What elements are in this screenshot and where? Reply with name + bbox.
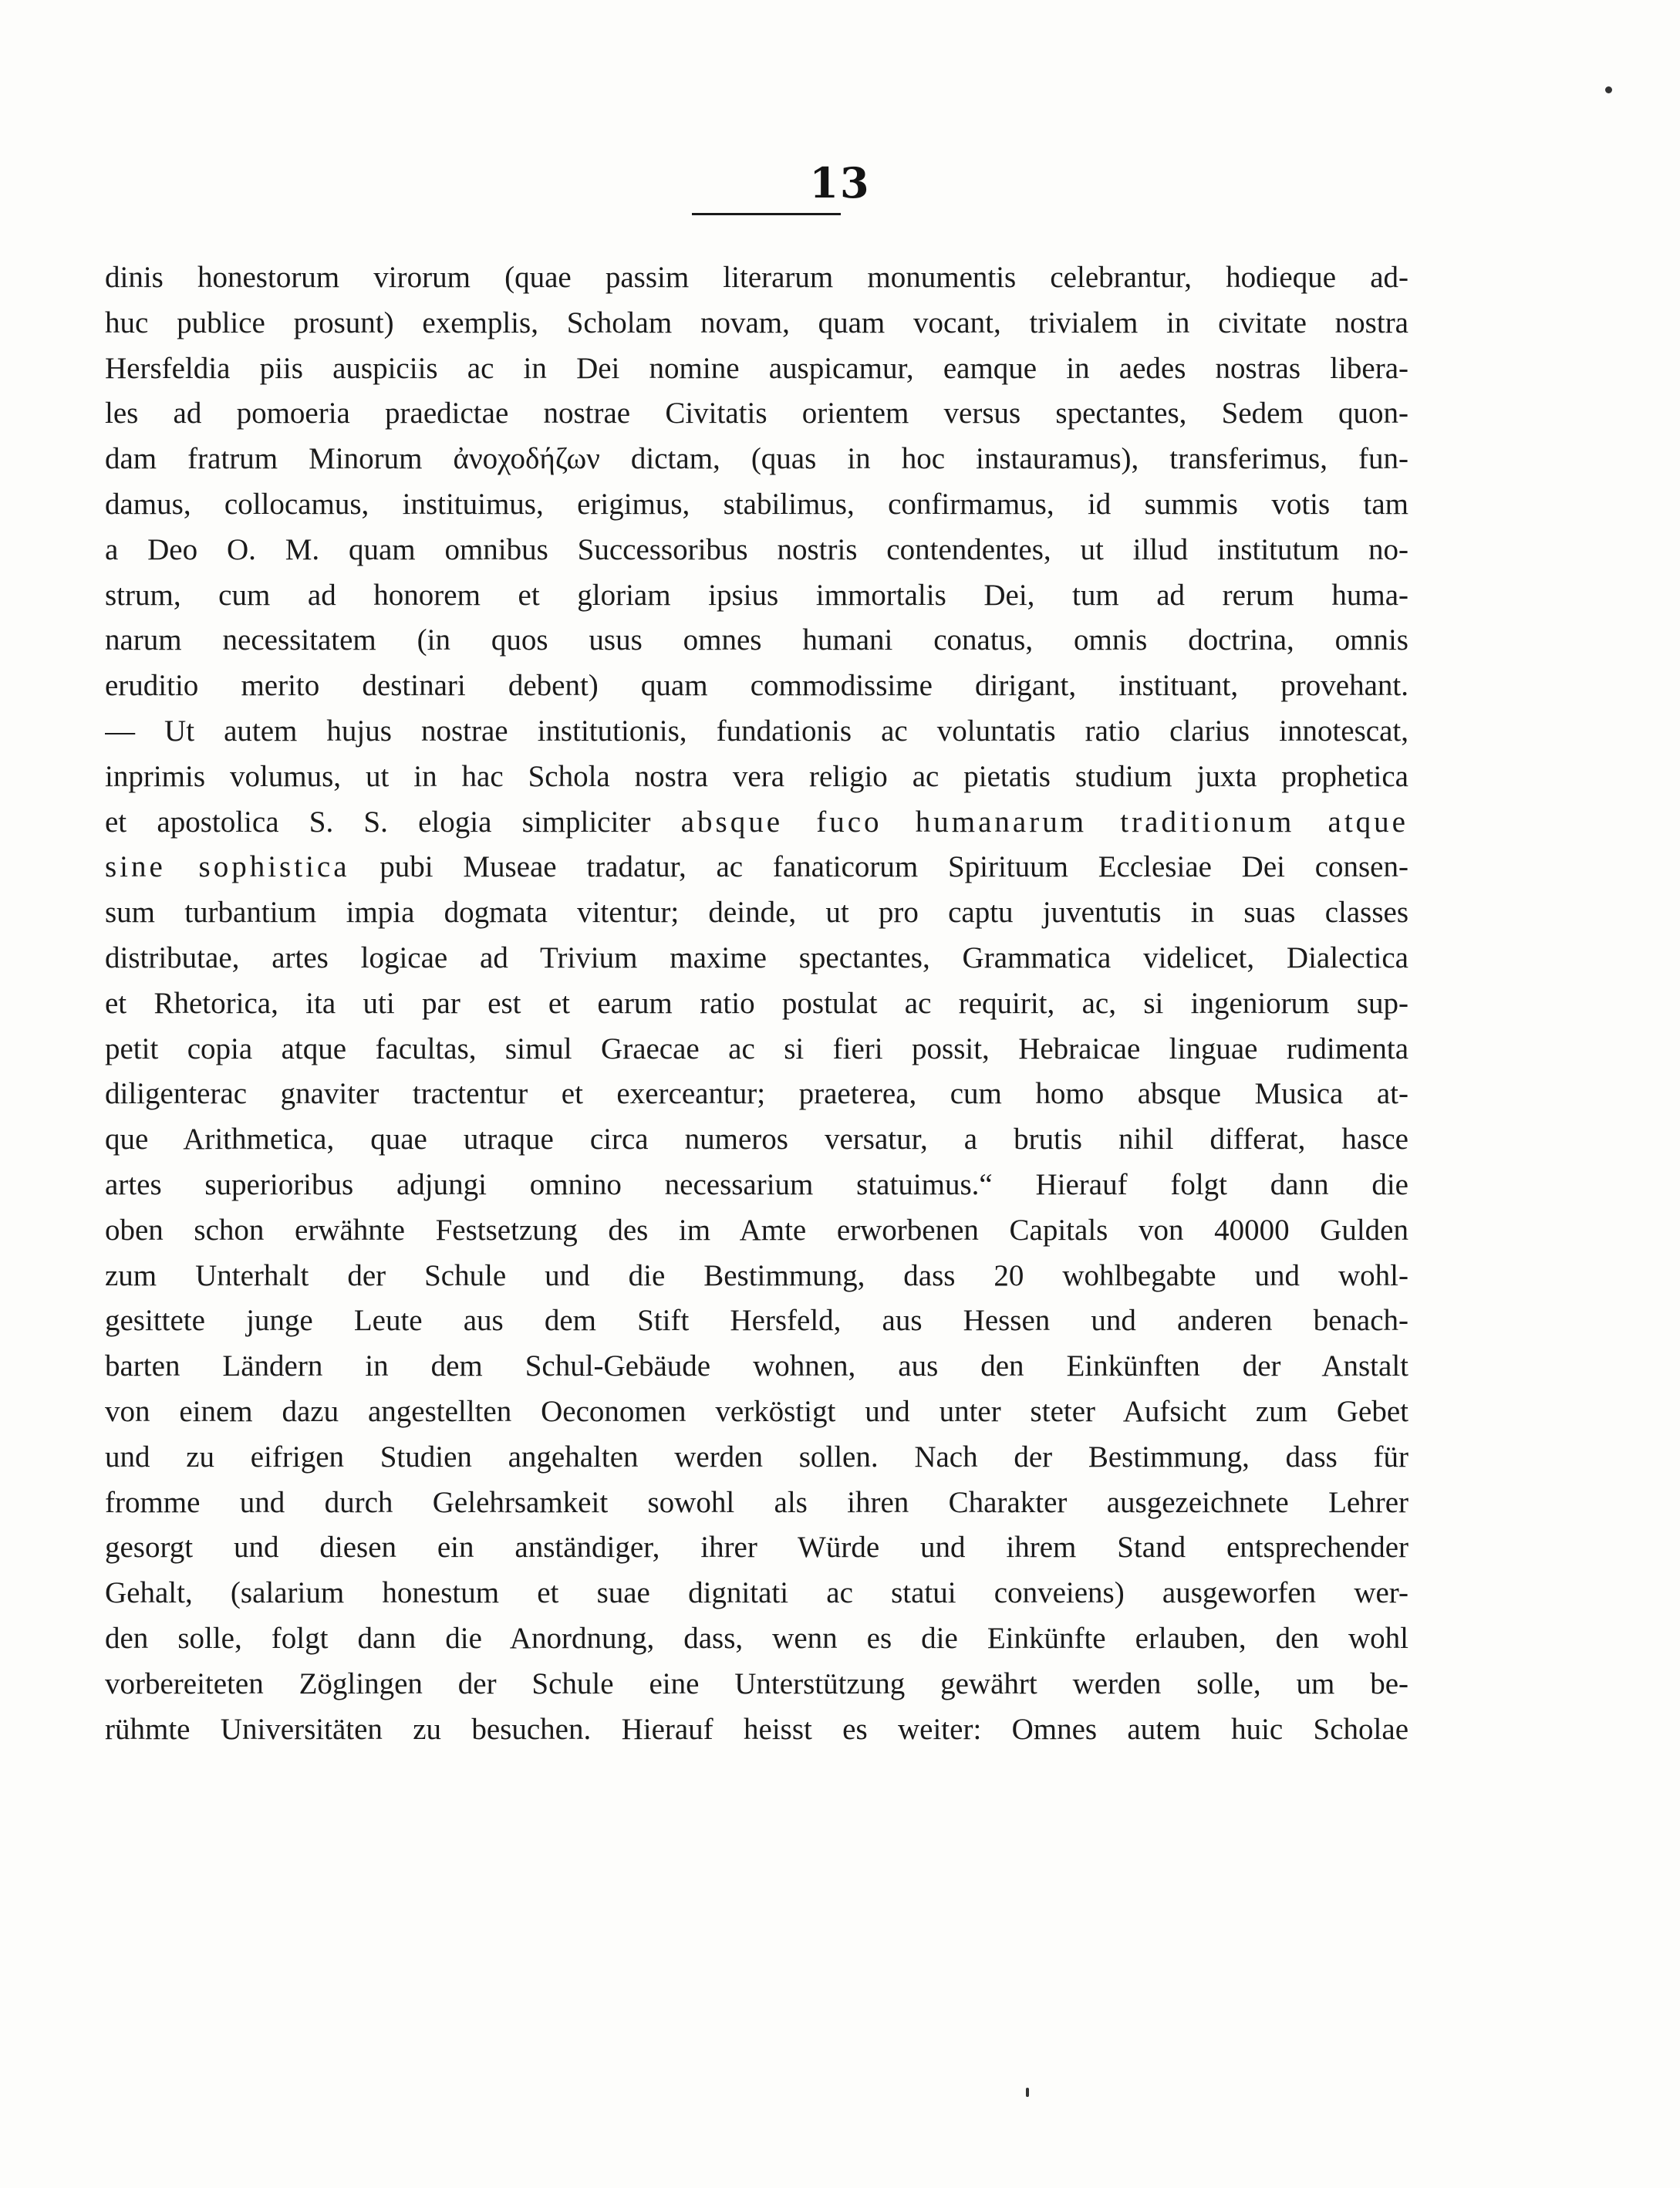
text-line: diligenterac gnaviter tractentur et exerceantur; praeterea, cum homo absque Musica at- [105, 1077, 1408, 1111]
text-line-spaced [105, 800, 1408, 846]
text-line: gesittete junge Leute aus dem Stift Hersfeld, aus Hessen und anderen benach- [105, 1304, 1408, 1338]
text-line: artes superioribus adjungi omnino necessarium statuimus.“ Hierauf folgt dann die [105, 1167, 1408, 1201]
text-line: gesorgt und diesen ein anständiger, ihrer Würde und ihrem Stand entsprechender [105, 1531, 1408, 1565]
text-line: zum Unterhalt der Schule und die Bestimmung, dass 20 wohlbegabte und wohl- [105, 1258, 1408, 1292]
text-line: den solle, folgt dann die Anordnung, dass, wenn es die Einkünfte erlauben, den wohl [105, 1621, 1408, 1655]
text-line: — Ut autem hujus nostrae institutionis, fundationis ac voluntatis ratio clarius innotescat, [105, 714, 1408, 748]
ink-speck [1605, 86, 1612, 93]
text-line: damus, collocamus, instituimus, erigimus, stabilimus, confirmamus, id summis votis tam [105, 487, 1408, 521]
text-line-spaced [105, 845, 1408, 890]
text-line: fromme und durch Gelehrsamkeit sowohl als ihren Charakter ausgezeichnete Lehrer [105, 1485, 1408, 1519]
text-line: und zu eifrigen Studien angehalten werden sollen. Nach der Bestimmung, dass für [105, 1440, 1408, 1474]
text-line: distributae, artes logicae ad Trivium maxime spectantes, Grammatica videlicet, Dialectica [105, 940, 1408, 974]
spaced-emphasis: sine sophistica [105, 850, 350, 884]
text-line: les ad pomoeria praedictae nostrae Civitatis orientem versus spectantes, Sedem quon- [105, 397, 1408, 431]
text-line: huc publice prosunt) exemplis, Scholam novam, quam vocant, trivialem in civitate nostra [105, 306, 1408, 339]
text-line: a Deo O. M. quam omnibus Successoribus nostris contendentes, ut illud institutum no- [105, 532, 1408, 566]
text-line: barten Ländern in dem Schul-Gebäude wohnen, aus den Einkünften der Anstalt [105, 1349, 1408, 1383]
text-line: Gehalt, (salarium honestum et suae dignitati ac statui conveiens) ausgeworfen wer- [105, 1576, 1408, 1610]
text-line: dam fratrum Minorum ἀνοχοδήζων dictam, (quas in hoc instauramus), transferimus, fun- [105, 442, 1408, 476]
text-line: que Arithmetica, quae utraque circa numeros versatur, a brutis nihil differat, hasce [105, 1123, 1408, 1156]
text-line: von einem dazu angestellten Oeconomen verköstigt und unter steter Aufsicht zum Gebet [105, 1394, 1408, 1428]
text-line: eruditio merito destinari debent) quam commodissime dirigant, instituant, provehant. [105, 669, 1408, 703]
text-line: vorbereiteten Zöglingen der Schule eine Unterstützung gewährt werden solle, um be- [105, 1666, 1408, 1700]
text-fragment: et apostolica S. S. elogia simpliciter [105, 805, 681, 839]
text-fragment: pubi Museae tradatur, ac fanaticorum Spirituum Ecclesiae Dei consen- [349, 850, 1408, 884]
text-line: dinis honestorum virorum (quae passim literarum monumentis celebrantur, hodieque ad- [105, 261, 1408, 294]
ink-speck [1026, 2088, 1029, 2097]
text-line: petit copia atque facultas, simul Graecae ac si fieri possit, Hebraicae linguae rudimenta [105, 1032, 1408, 1065]
text-line: et Rhetorica, ita uti par est et earum ratio postulat ac requirit, ac, si ingeniorum sup- [105, 986, 1408, 1020]
text-line: narum necessitatem (in quos usus omnes humani conatus, omnis doctrina, omnis [105, 623, 1408, 657]
text-line: sum turbantium impia dogmata vitentur; deinde, ut pro captu juventutis in suas classes [105, 896, 1408, 930]
text-line: inprimis volumus, ut in hac Schola nostra vera religio ac pietatis studium juxta prophetica [105, 759, 1408, 793]
spaced-emphasis: absque fuco humanarum traditionum atque [680, 805, 1408, 839]
body-text [105, 255, 1408, 1752]
page-number: 13 [809, 158, 871, 208]
page-number-rule [692, 213, 841, 215]
text-line: rühmte Universitäten zu besuchen. Hierauf heisst es weiter: Omnes autem huic Scholae [105, 1712, 1408, 1746]
text-line: strum, cum ad honorem et gloriam ipsius immortalis Dei, tum ad rerum huma- [105, 578, 1408, 612]
text-line: Hersfeldia piis auspiciis ac in Dei nomine auspicamur, eamque in aedes nostras libera- [105, 351, 1408, 385]
text-line: oben schon erwähnte Festsetzung des im Amte erworbenen Capitals von 40000 Gulden [105, 1213, 1408, 1247]
